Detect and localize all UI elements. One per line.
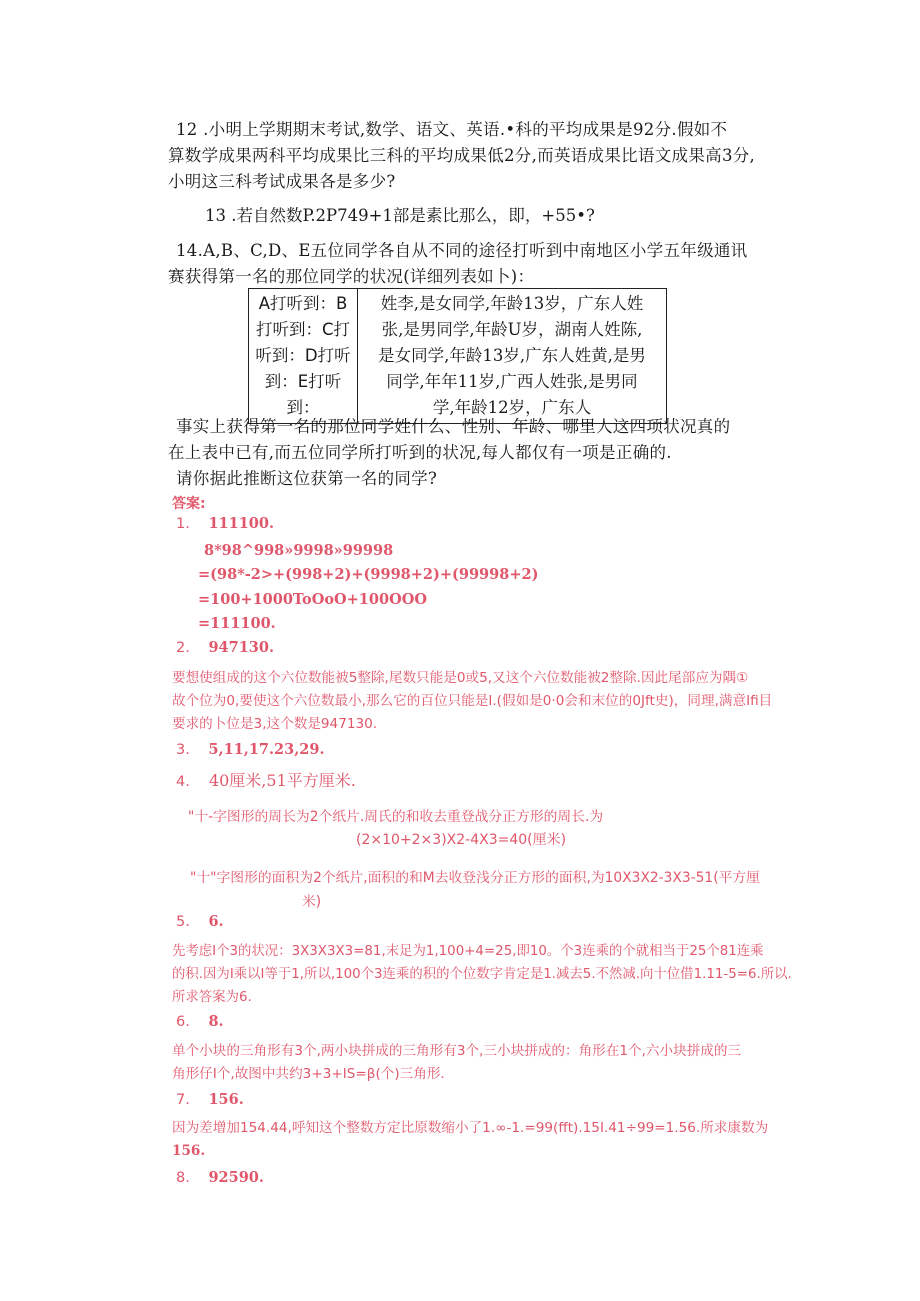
answer-6-line-1: 单个小块的三角形有3个,两小块拼成的三角形有3个,三小块拼成的：角形在1个,六小块拼成的三 — [172, 1043, 742, 1059]
question-14-line-1: 14.A,B、C,D、E五位同学各自从不同的途径打听到中南地区小学五年级通讯 — [176, 241, 748, 260]
answer-6-line-2: 角形仔I个,故图中共约3+3+IS=β(个)三角形. — [172, 1066, 445, 1082]
col2-line: 同学,年年11岁,广西人姓张,是男同 — [386, 372, 638, 391]
question-13: 13 .若自然数P.2P749+1部是素比那么，即，+55•? — [205, 206, 595, 225]
question-14-after — [168, 414, 788, 492]
col1-line: 到： — [286, 398, 320, 417]
answer-6 — [176, 1013, 224, 1030]
answer-8-num: 8. — [176, 1170, 190, 1186]
answer-2-num: 2. — [176, 640, 190, 656]
answer-5-line-2: 的积.因为I乘以I等于1,所以,100个3连乘的积的个位数字肯定是1.减去5.不然减.向十位借1.11-5=6.所以. — [172, 967, 792, 982]
answer-7-line-1: 因为差增加154.44,呼知这个整数方定比原数缩小了1.∞-1.=99(fft).15I.41÷99=1.56.所求康数为 — [172, 1120, 769, 1136]
answer-3-num: 3. — [176, 742, 190, 758]
col2-line: 学,年龄12岁，广东人 — [432, 398, 592, 417]
question-14-after-line-2: 在上表中已有,而五位同学所打听到的状况,每人都仅有一项是正确的. — [168, 443, 672, 462]
answer-1-step-3: =100+1000ToOoO+100OOO — [198, 591, 427, 608]
question-12-line-1: 12 .小明上学期期末考试,数学、语文、英语.•科的平均成果是92分.假如不 — [176, 120, 728, 139]
answer-3-value: 5,11,17.23,29. — [208, 741, 325, 758]
question-14-line-2: 赛获得第一名的那位同学的状况(详细列表如卜)： — [168, 267, 535, 286]
answer-2-line-3: 要求的卜位是3,这个数是947130. — [172, 716, 378, 732]
answer-4-area-text: "十"字图形的面积为2个纸片,面积的和M去收登浅分正方形的面积,为10X3X2-3X3-51(平方厘 — [190, 870, 760, 886]
answer-1-step-2: =(98*-2>+(998+2)+(9998+2)+(99998+2) — [198, 566, 539, 583]
answer-1-step-1: 8*98^998»9998»99998 — [204, 542, 394, 559]
answer-5 — [176, 913, 224, 930]
question-14-intro — [168, 238, 788, 290]
answer-4-area-cont: 米) — [302, 894, 322, 910]
answer-2-line-2: 故个位为0,要使这个六位数最小,那么它的百位只能是I.(假如是0·0会和末位的0Jft史)，同理,满意Ifi目 — [172, 693, 773, 709]
answer-4-perimeter-text: "十-字图形的周长为2个纸片.周氏的和收去重登战分正方形的周长.为 — [188, 809, 604, 825]
answer-8 — [176, 1169, 264, 1186]
answer-6-num: 6. — [176, 1014, 190, 1030]
col1-line: 到：E打听 — [264, 372, 342, 391]
info-table — [248, 288, 667, 424]
question-14-after-line-3: 请你据此推断这位获第一名的同学? — [176, 469, 438, 488]
answer-3 — [176, 741, 325, 758]
answer-4-perimeter-formula: (2×10+2×3)X2-4X3=40(厘米) — [356, 832, 567, 848]
answer-2-value: 947130. — [208, 639, 275, 656]
answer-8-value: 92590. — [208, 1169, 264, 1186]
answer-7-line-2: 156. — [172, 1143, 206, 1159]
answer-4 — [176, 768, 356, 791]
answer-5-line-3: 所求答案为6. — [172, 990, 252, 1005]
answer-1-num: 1. — [176, 516, 190, 532]
answers-heading: 答案: — [172, 496, 206, 512]
answer-1-value: 111100. — [208, 515, 275, 532]
answer-5-num: 5. — [176, 914, 190, 930]
question-12-line-2: 算数学成果两科平均成果比三科的平均成果低2分,而英语成果比语文成果高3分, — [168, 146, 756, 165]
question-12 — [168, 117, 788, 195]
answer-2-explanation — [172, 667, 792, 736]
answer-6-value: 8. — [208, 1013, 224, 1030]
answer-4-num: 4. — [176, 774, 190, 790]
col2-line: 是女同学,年龄13岁,广东人姓黄,是男 — [378, 346, 646, 365]
answer-7-value: 156. — [208, 1091, 244, 1108]
answer-5-line-1: 先考虑I个3的状况：3X3X3X3=81,末足为1,100+4=25,即10。个3连乘的个就相当于25个81连乘 — [172, 944, 764, 959]
info-table-col2 — [358, 289, 667, 424]
col1-line: 听到：D打听 — [255, 346, 351, 365]
col1-line: 打听到：C打 — [255, 320, 351, 339]
col1-line: A打听到：B — [258, 294, 348, 313]
info-table-col1 — [249, 289, 358, 424]
col2-line: 张,是男同学,年龄U岁，湖南人姓陈, — [381, 320, 643, 339]
answer-5-value: 6. — [208, 913, 224, 930]
answer-1-step-4: =111100. — [198, 615, 276, 632]
answer-5-explanation — [172, 940, 792, 1009]
col2-line: 姓李,是女同学,年龄13岁，广东人姓 — [380, 294, 644, 313]
question-14-after-line-1: 事实上获得第一名的那位同学姓什么、性别、年龄、哪里人这四项状况真的 — [176, 417, 731, 436]
answer-2-line-1: 要想使组成的这个六位数能被5整除,尾数只能是0或5,又这个六位数能被2整除.因此尾部应为隅① — [172, 670, 749, 686]
question-12-line-3: 小明这三科考试成果各是多少? — [168, 172, 396, 191]
answer-7-explanation — [172, 1117, 792, 1163]
answer-7 — [176, 1091, 244, 1108]
answer-6-explanation — [172, 1040, 792, 1086]
answer-7-num: 7. — [176, 1092, 190, 1108]
answer-2 — [176, 639, 274, 656]
answer-1 — [176, 515, 274, 532]
answer-4-value: 40厘米,51平方厘米. — [208, 771, 356, 790]
